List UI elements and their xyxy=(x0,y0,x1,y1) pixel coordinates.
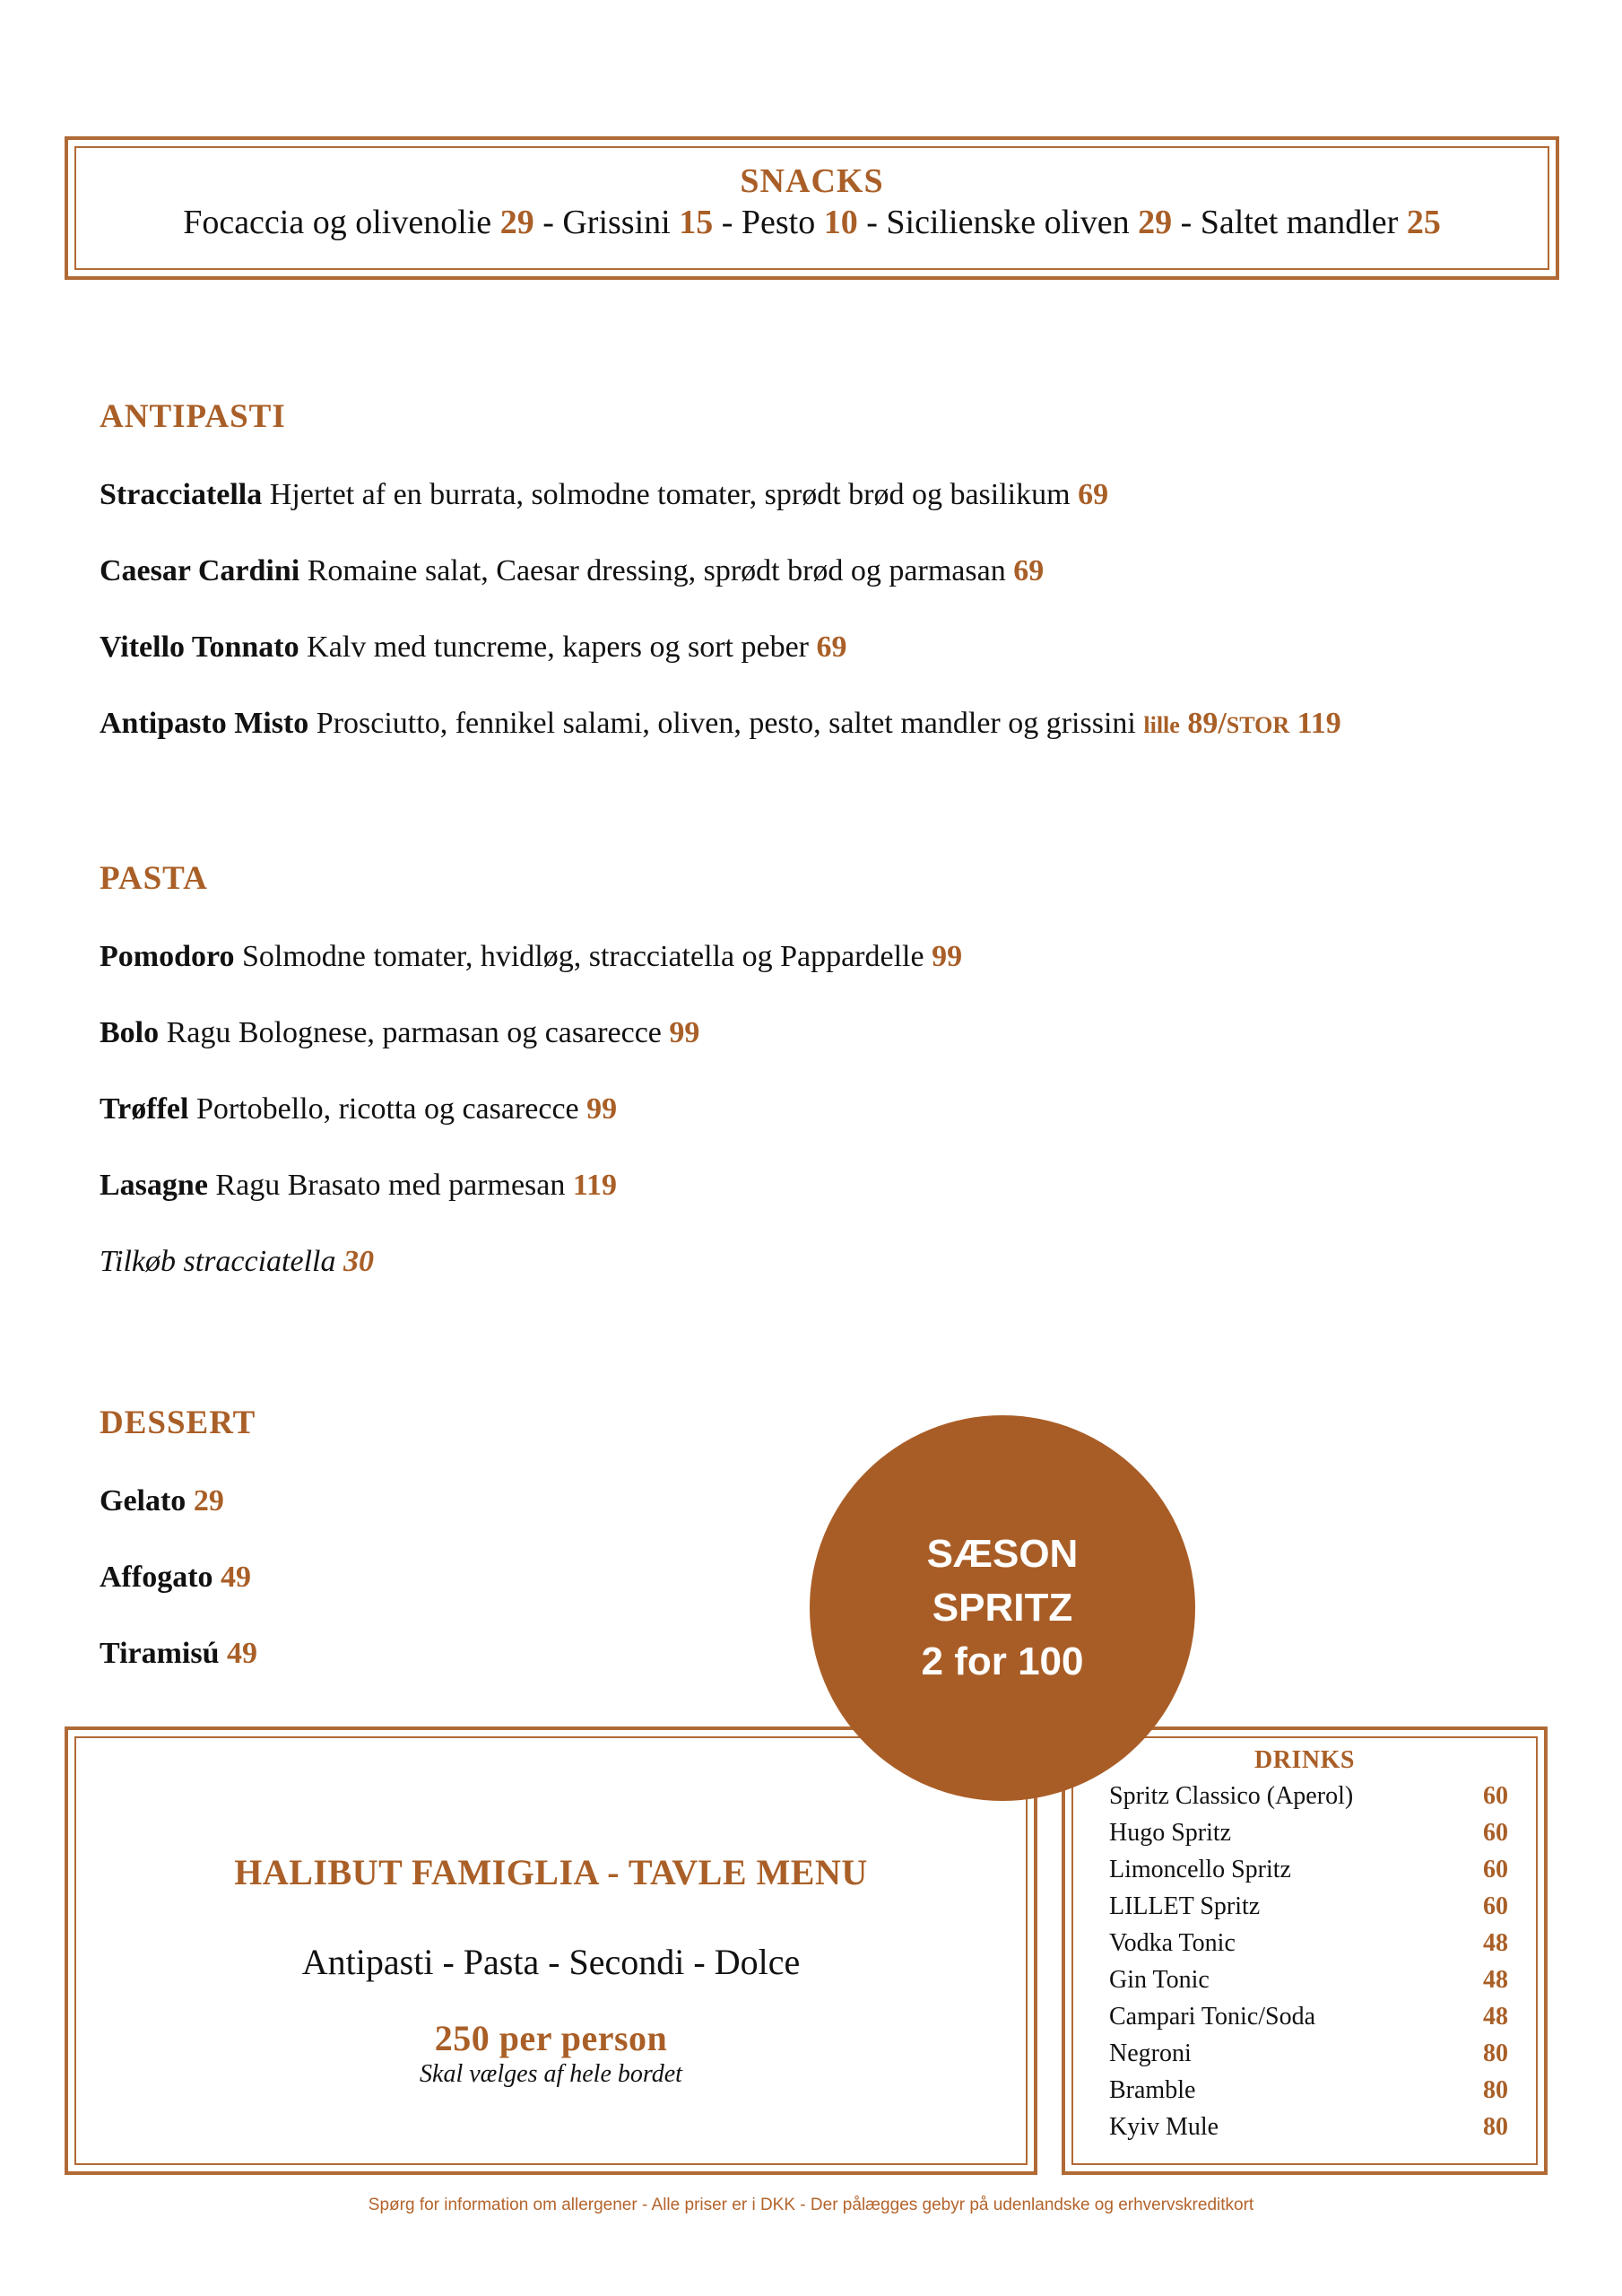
item-desc: Solmodne tomater, hvidløg, stracciatella og Pappardelle xyxy=(234,940,932,973)
item-desc: Ragu Bolognese, parmasan og casarecce xyxy=(159,1016,670,1049)
drink-name: Campari Tonic/Soda xyxy=(1109,2003,1316,2031)
item-price-small: 89/ xyxy=(1179,707,1227,740)
item-price: 99 xyxy=(932,940,963,973)
snack-name: Sicilienske oliven xyxy=(886,204,1130,241)
item-name: Bolo xyxy=(100,1016,160,1049)
item-price: 99 xyxy=(586,1092,618,1126)
snack-name: Focaccia og olivenolie xyxy=(183,204,492,241)
drink-row xyxy=(1109,1819,1508,1848)
famiglia-price: 250 per person xyxy=(434,2018,668,2058)
item-name: Pomodoro xyxy=(100,940,235,973)
item-desc: Ragu Brasato med parmesan xyxy=(207,1169,573,1202)
drinks-box xyxy=(1062,1726,1548,2175)
drink-price: 60 xyxy=(1483,1856,1508,1883)
drink-row xyxy=(1109,1929,1508,1958)
snack-name: Grissini xyxy=(562,204,671,241)
item-price: 49 xyxy=(227,1637,258,1670)
drink-price: 60 xyxy=(1483,1819,1508,1847)
menu-item xyxy=(100,707,1341,741)
item-price: 99 xyxy=(669,1016,700,1049)
antipasti-title: ANTIPASTI xyxy=(100,398,286,435)
drink-row xyxy=(1109,1856,1508,1884)
menu-item xyxy=(100,478,1108,512)
footer-note: Spørg for information om allergener - Alle priser er i DKK - Der pålægges gebyr på udenlandske og erhvervskreditkort xyxy=(368,2196,1254,2214)
drink-name: Hugo Spritz xyxy=(1109,1819,1232,1847)
snack-separator: - xyxy=(857,204,887,241)
drink-name: Spritz Classico (Aperol) xyxy=(1109,1782,1354,1810)
drink-row xyxy=(1109,1892,1508,1921)
drink-price: 48 xyxy=(1483,2003,1508,2031)
menu-item xyxy=(100,1484,224,1518)
item-desc: Hjertet af en burrata, solmodne tomater, sprødt brød og basilikum xyxy=(262,478,1079,511)
drink-price: 80 xyxy=(1483,2039,1508,2067)
size-label-small: lille xyxy=(1143,712,1180,738)
addon-item xyxy=(100,1245,374,1279)
drink-row xyxy=(1109,1782,1508,1811)
promo-line-3: 2 for 100 xyxy=(921,1639,1084,1683)
item-name: Lasagne xyxy=(100,1169,208,1202)
item-price: 69 xyxy=(1078,478,1109,511)
snack-separator: - xyxy=(1172,204,1201,241)
item-name: Trøffel xyxy=(100,1092,189,1126)
dessert-title: DESSERT xyxy=(100,1405,256,1441)
drink-name: Bramble xyxy=(1109,2076,1196,2104)
menu-item xyxy=(100,940,962,974)
addon-price: 30 xyxy=(343,1245,374,1278)
item-name: Affogato xyxy=(100,1561,213,1594)
snack-separator: - xyxy=(713,204,742,241)
drink-name: Limoncello Spritz xyxy=(1109,1856,1291,1883)
snack-price: 25 xyxy=(1406,204,1441,241)
item-price-large: 119 xyxy=(1289,707,1341,740)
drink-name: Negroni xyxy=(1109,2039,1192,2067)
item-name: Stracciatella xyxy=(100,478,263,511)
drink-name: Vodka Tonic xyxy=(1109,1929,1236,1957)
item-price: 69 xyxy=(1013,554,1045,587)
menu-item xyxy=(100,1016,699,1050)
menu-item xyxy=(100,1169,617,1203)
snack-price: 29 xyxy=(1138,204,1173,241)
drink-price: 60 xyxy=(1483,1782,1508,1810)
snack-name: Pesto xyxy=(741,204,816,241)
snack-price: 10 xyxy=(823,204,858,241)
item-price: 119 xyxy=(572,1169,617,1202)
drink-price: 60 xyxy=(1483,1892,1508,1920)
famiglia-note: Skal vælges af hele bordet xyxy=(420,2060,682,2088)
menu-item xyxy=(100,554,1044,588)
menu-item xyxy=(100,1561,251,1595)
drink-row xyxy=(1109,2003,1508,2031)
drink-name: LILLET Spritz xyxy=(1109,1892,1261,1920)
menu-item xyxy=(100,631,847,665)
drink-price: 48 xyxy=(1483,1929,1508,1957)
famiglia-box xyxy=(65,1726,1037,2175)
snack-price: 29 xyxy=(499,204,534,241)
drink-row xyxy=(1109,2113,1508,2142)
drink-name: Gin Tonic xyxy=(1109,1966,1210,1994)
drink-price: 80 xyxy=(1483,2076,1508,2104)
item-name: Tiramisú xyxy=(100,1637,220,1670)
promo-line-1: SÆSON xyxy=(926,1532,1079,1576)
promo-line-2: SPRITZ xyxy=(932,1586,1073,1630)
drink-price: 80 xyxy=(1483,2113,1508,2141)
menu-item xyxy=(100,1092,617,1126)
item-desc: Prosciutto, fennikel salami, oliven, pesto, saltet mandler og grissini xyxy=(308,707,1144,740)
addon-text: Tilkøb stracciatella xyxy=(100,1245,343,1278)
snacks-line xyxy=(68,203,1556,242)
snack-name: Saltet mandler xyxy=(1200,204,1399,241)
snack-separator: - xyxy=(533,204,563,241)
promo-circle xyxy=(810,1415,1195,1801)
snacks-title: SNACKS xyxy=(740,162,884,200)
item-name: Antipasto Misto xyxy=(100,707,309,740)
item-price: 69 xyxy=(816,631,847,664)
item-name: Gelato xyxy=(100,1484,186,1518)
snack-price: 15 xyxy=(679,204,714,241)
snacks-box xyxy=(65,136,1559,280)
item-name: Caesar Cardini xyxy=(100,554,300,587)
menu-item xyxy=(100,1637,257,1671)
item-desc: Romaine salat, Caesar dressing, sprødt brød og parmasan xyxy=(299,554,1014,587)
item-desc: Kalv med tuncreme, kapers og sort peber xyxy=(299,631,817,664)
drinks-title: DRINKS xyxy=(1254,1746,1355,1774)
item-desc: Portobello, ricotta og casarecce xyxy=(188,1092,587,1126)
pasta-title: PASTA xyxy=(100,860,208,897)
size-label-large: STOR xyxy=(1226,712,1290,738)
item-price: 29 xyxy=(193,1484,224,1518)
drink-row xyxy=(1109,2039,1508,2068)
drink-row xyxy=(1109,1966,1508,1995)
drink-name: Kyiv Mule xyxy=(1109,2113,1219,2141)
famiglia-title: HALIBUT FAMIGLIA - TAVLE MENU xyxy=(234,1852,868,1892)
item-price: 49 xyxy=(221,1561,252,1594)
drink-price: 48 xyxy=(1483,1966,1508,1994)
famiglia-courses: Antipasti - Pasta - Secondi - Dolce xyxy=(301,1942,801,1982)
item-name: Vitello Tonnato xyxy=(100,631,299,664)
drink-row xyxy=(1109,2076,1508,2105)
